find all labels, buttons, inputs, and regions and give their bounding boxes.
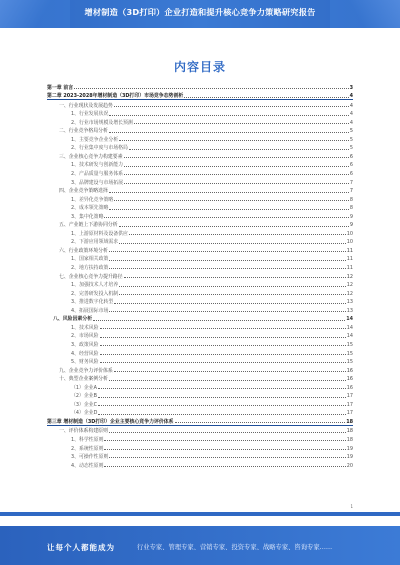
toc-dot-leader [104,217,348,218]
toc-dot-leader [119,226,349,227]
toc-entry-title: 4、拓展国际市场 [71,307,109,314]
toc-entry-page: 18 [346,418,353,425]
toc-entry-title: （1）企业A [71,384,98,391]
toc-entry-title: 2、行业集中度与市场格局 [71,145,128,152]
toc-entry-page: 14 [346,333,353,340]
toc-dot-leader [119,294,346,295]
toc-entry-page: 12 [346,290,353,297]
toc-entry-page: 17 [346,410,353,417]
toc-entry-page: 5 [349,136,353,143]
toc-entry-title: 3、集中化策略 [71,213,104,220]
toc-dot-leader [104,466,345,467]
toc-entry-title: 二、行业竞争格局分析 [59,128,108,135]
toc-entry-title: 1、行业发展状况 [71,111,109,118]
toc-heading: 内容目录 [173,60,226,74]
toc-entry-page: 4 [349,119,353,126]
toc-dot-leader [184,97,348,98]
toc-entry-title: 1、差异化竞争策略 [71,196,114,203]
toc-entry[interactable] [47,434,353,443]
toc-entry-title: 十、典型企业案例分析 [59,376,108,383]
toc-dot-leader [100,362,346,363]
toc-entry-page: 6 [349,162,353,169]
toc-entry-title: 5、财务风险 [71,359,99,366]
toc-dot-leader [124,277,346,278]
toc-entry[interactable] [47,314,353,323]
toc-entry-page: 4 [349,111,353,118]
toc-entry-page: 4 [349,102,353,109]
toc-entry[interactable] [47,391,353,400]
toc-entry-title: 第二章 2023-2028年增材制造（3D打印）市场竞争态势剖析 [47,93,184,100]
toc-dot-leader [109,192,349,193]
toc-entry-page: 11 [346,256,353,263]
toc-entry[interactable] [47,143,353,152]
toc-entry-title: 1、科学性原则 [71,436,104,443]
toc-entry-page: 11 [346,247,353,254]
toc-dot-leader [119,286,346,287]
toc-entry[interactable] [47,117,353,126]
toc-entry[interactable] [47,426,353,435]
toc-entry-page: 17 [346,393,353,400]
toc-entry-title: 七、企业核心竞争力提升路径 [59,273,123,280]
toc-entry-title: （3）企业C [71,401,98,408]
toc-entry-page: 20 [346,462,353,469]
toc-entry-page: 7 [349,179,353,186]
toc-entry[interactable] [47,271,353,280]
toc-dot-leader [98,414,345,415]
report-title: 增材制造（3D打印）企业打造和提升核心竞争力策略研究报告 [84,7,316,17]
toc-entry[interactable] [47,460,353,469]
toc-entry-title: 2、地方扶持政策 [71,265,109,272]
toc-entry[interactable] [47,220,353,229]
toc-dot-leader [114,106,349,107]
toc-entry-title: 1、主要竞争企业分析 [71,136,119,143]
toc-entry[interactable] [47,82,353,91]
toc-entry-title: 三、企业核心竞争力构建要素 [59,153,123,160]
toc-entry-page: 15 [346,350,353,357]
toc-dot-leader [109,380,346,381]
toc-entry-page: 8 [349,205,353,212]
toc-entry[interactable] [47,100,353,109]
toc-entry[interactable] [47,126,353,135]
toc-entry-page: 16 [346,384,353,391]
page-number: 1 [350,504,353,509]
toc-dot-leader [93,320,345,321]
toc-dot-leader [134,123,349,124]
toc-entry-page: 4 [349,93,353,100]
toc-entry-title: 2、成本领先策略 [71,205,109,212]
toc-dot-leader [129,234,346,235]
toc-entry-page: 6 [349,171,353,178]
report-header-banner [0,0,400,28]
toc-entry[interactable] [47,151,353,160]
toc-entry[interactable] [47,203,353,212]
toc-dot-leader [98,388,346,389]
toc-entry-page: 11 [346,265,353,272]
toc-dot-leader [109,132,349,133]
footer-slogan: 让每个人都能成为 [47,543,115,552]
toc-entry-page: 5 [349,128,353,135]
toc-entry-page: 8 [349,196,353,203]
toc-entry-title: 1、加强技术人才培养 [71,282,119,289]
toc-dot-leader [114,200,349,201]
toc-dot-leader [119,140,349,141]
toc-dot-leader [100,345,346,346]
toc-entry-title: 六、行业政策环境分析 [59,247,108,254]
toc-entry[interactable] [47,443,353,452]
footer-banner [0,526,400,565]
toc-entry-title: 八、风险因素分析 [53,316,93,323]
toc-entry-title: 3、品牌建设与市场拓展 [71,179,124,186]
toc-entry[interactable] [47,168,353,177]
toc-entry[interactable] [47,297,353,306]
toc-entry-page: 13 [346,307,353,314]
toc-entry-title: （4）企业D [71,410,98,417]
toc-entry-page: 14 [346,316,353,323]
toc-entry[interactable] [47,134,353,143]
toc-entry[interactable] [47,211,353,220]
toc-dot-leader [129,149,349,150]
toc-dot-leader [109,457,345,458]
toc-dot-leader [109,268,345,269]
toc-dot-leader [109,115,349,116]
toc-entry-title: 1、国家相关政策 [71,256,109,263]
toc-dot-leader [124,174,349,175]
toc-entry-title: 2、完善研发投入机制 [71,290,119,297]
toc-entry-page: 7 [349,188,353,195]
toc-dot-leader [109,260,345,261]
toc-entry[interactable] [47,452,353,461]
toc-entry-title: 4、动态性原则 [71,462,104,469]
toc-entry-page: 3 [349,84,353,91]
toc-entry-title: 九、企业竞争力评价体系 [59,367,113,374]
toc-entry-page: 18 [346,428,353,435]
toc-entry-page: 12 [346,282,353,289]
toc-entry-page: 15 [346,359,353,366]
toc-entry[interactable] [47,374,353,383]
toc-dot-leader [114,371,346,372]
toc-entry[interactable] [47,331,353,340]
toc-entry-page: 10 [346,239,353,246]
toc-entry-title: 4、经营风险 [71,350,99,357]
toc-entry[interactable] [47,186,353,195]
toc-dot-leader [104,440,345,441]
toc-entry-title: 1、技术研发与创新能力 [71,162,124,169]
toc-entry-title: （2）企业B [71,393,98,400]
toc-entry[interactable] [47,177,353,186]
toc-entry-title: 一、评价体系构建原则 [59,428,108,435]
table-of-contents [47,82,353,469]
toc-entry-page: 9 [349,222,353,229]
toc-dot-leader [100,337,346,338]
toc-dot-leader [74,88,348,89]
toc-entry-title: 一、行业现状及发展趋势 [59,102,113,109]
toc-entry-title: 3、推进数字化转型 [71,299,114,306]
toc-entry[interactable] [47,160,353,169]
toc-dot-leader [124,183,349,184]
footer-tagline: 行业专家、管理专家、营销专家、投资专家、战略专家、咨询专家…… [137,544,333,551]
toc-entry[interactable] [47,288,353,297]
toc-entry-title: 2、系统性原则 [71,445,104,452]
toc-dot-leader [109,209,349,210]
toc-entry-page: 17 [346,401,353,408]
toc-entry-page: 12 [346,273,353,280]
toc-entry-title: 第一章 前言 [47,84,74,91]
toc-entry[interactable] [47,305,353,314]
footer-divider [0,512,400,516]
toc-entry-title: 四、企业竞争策略选择 [59,188,108,195]
toc-entry-title: 3、可操作性原则 [71,454,109,461]
toc-dot-leader [98,405,346,406]
toc-entry-page: 5 [349,145,353,152]
toc-entry[interactable] [47,194,353,203]
toc-entry[interactable] [47,262,353,271]
toc-dot-leader [114,303,346,304]
toc-dot-leader [104,449,345,450]
toc-dot-leader [100,328,346,329]
toc-entry[interactable] [47,339,353,348]
toc-entry[interactable] [47,365,353,374]
toc-entry-title: 3、政策风险 [71,341,99,348]
toc-dot-leader [124,157,349,158]
toc-dot-leader [109,432,346,433]
toc-entry[interactable] [47,408,353,417]
toc-entry[interactable] [47,237,353,246]
toc-entry[interactable] [47,399,353,408]
toc-entry-page: 15 [346,341,353,348]
toc-dot-leader [175,422,346,423]
toc-entry[interactable] [47,109,353,118]
toc-entry-title: 五、产业链上下游协同分析 [59,222,118,229]
toc-entry-page: 16 [346,367,353,374]
toc-entry[interactable] [47,280,353,289]
toc-entry-page: 14 [346,324,353,331]
toc-entry-page: 10 [346,230,353,237]
toc-entry-title: 2、市场风险 [71,333,99,340]
toc-entry-title: 2、行业市场规模及增长预测 [71,119,133,126]
toc-dot-leader [109,251,346,252]
toc-dot-leader [100,354,346,355]
toc-entry[interactable] [47,416,353,426]
toc-entry-title: 2、下游应用领域需求 [71,239,119,246]
toc-entry[interactable] [47,322,353,331]
toc-entry[interactable] [47,228,353,237]
toc-entry-page: 19 [346,454,353,461]
toc-entry-page: 18 [346,436,353,443]
toc-dot-leader [109,311,345,312]
toc-entry[interactable] [47,91,353,101]
toc-entry[interactable] [47,382,353,391]
toc-entry-page: 9 [349,213,353,220]
toc-entry[interactable] [47,357,353,366]
toc-entry-page: 6 [349,153,353,160]
toc-entry-title: 第三章 增材制造（3D打印）企业主要核心竞争力评价体系 [47,418,174,425]
toc-entry[interactable] [47,254,353,263]
toc-entry[interactable] [47,245,353,254]
toc-entry-title: 1、技术风险 [71,324,99,331]
toc-dot-leader [119,243,346,244]
toc-entry-title: 2、产品质量与服务体系 [71,171,124,178]
toc-entry[interactable] [47,348,353,357]
toc-dot-leader [124,166,349,167]
toc-entry-page: 19 [346,445,353,452]
toc-entry-page: 13 [346,299,353,306]
toc-entry-title: 1、上游原材料及设备供应 [71,230,128,237]
toc-entry-page: 16 [346,376,353,383]
toc-dot-leader [98,397,346,398]
